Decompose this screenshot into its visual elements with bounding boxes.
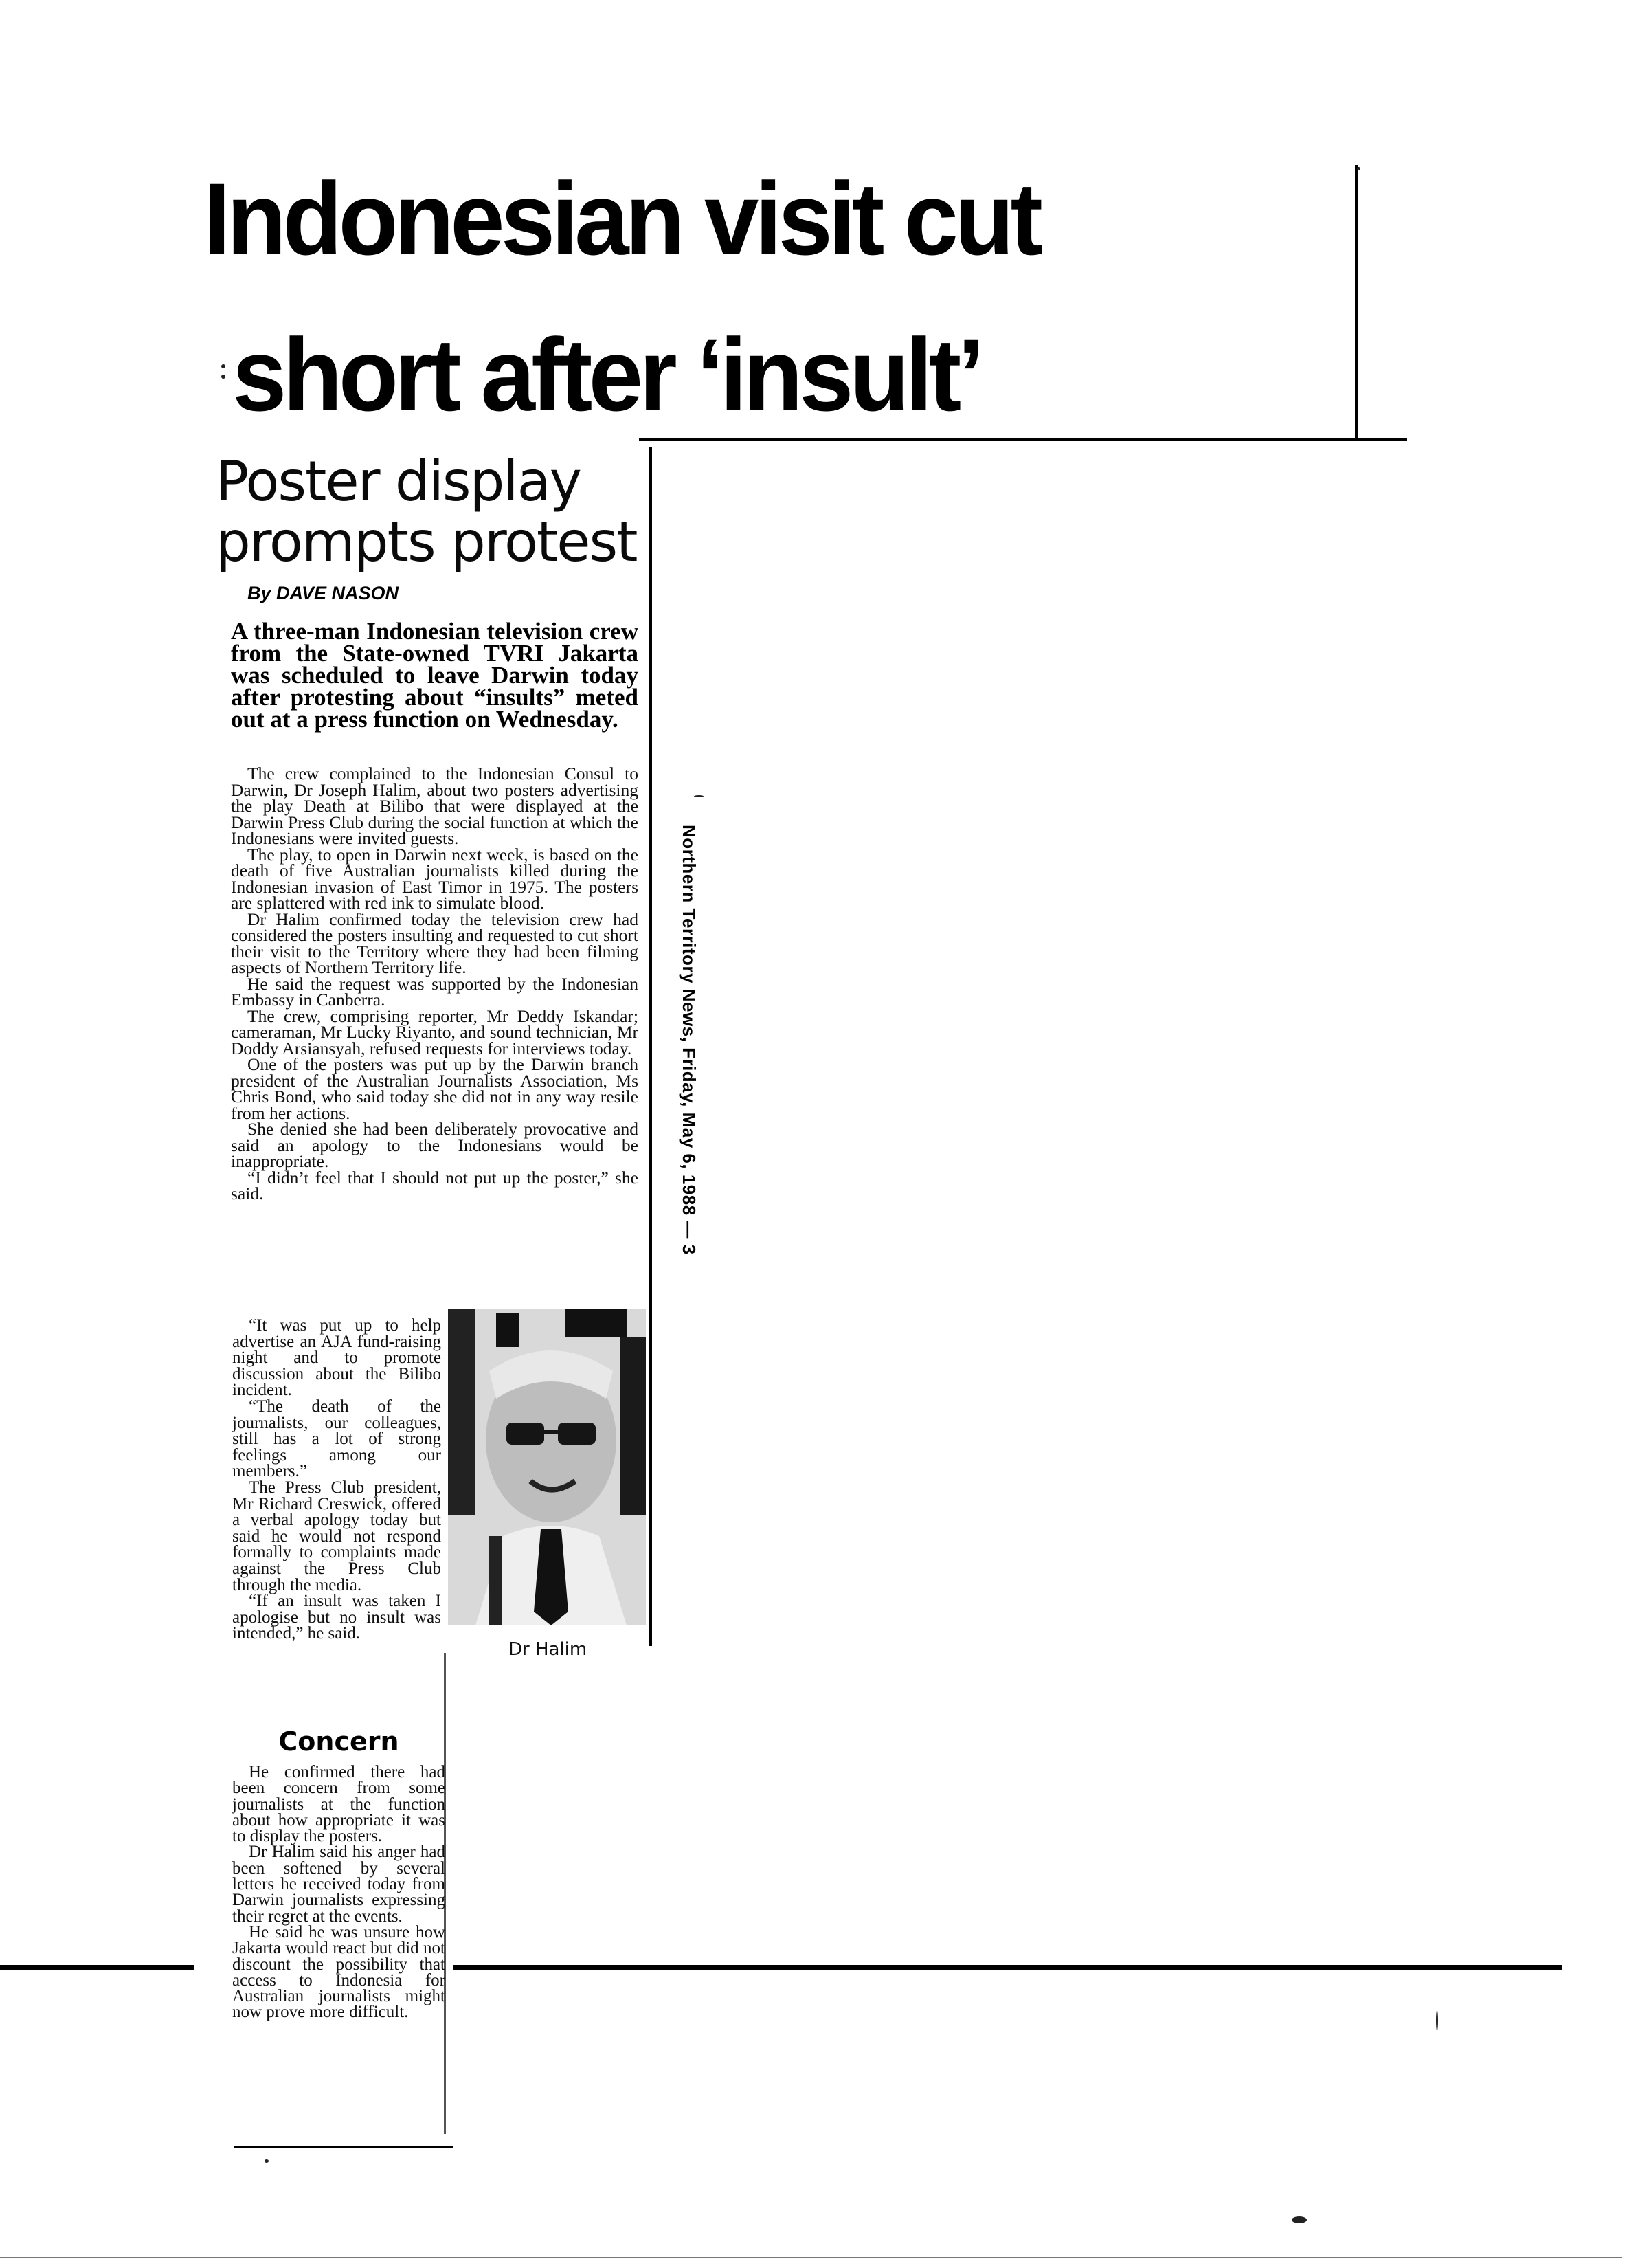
body-paragraph: The play, to open in Darwin next week, is based on the death of five Australian journalists killed during the Indonesian invasion of East Timor in 1975. The posters are splattered with red ink to simulate blood. [231, 844, 638, 913]
article-end-rule [234, 2146, 453, 2148]
scan-bottom-edge [0, 2257, 1622, 2258]
narrow-column [232, 1318, 441, 1642]
body-paragraph: The crew, comprising reporter, Mr Deddy Iskandar; cameraman, Mr Lucky Riyanto, and sound technician, Mr Doddy Arsiansyah, refused requests for interviews today. [231, 1005, 638, 1058]
photo-caption: Dr Halim [508, 1639, 587, 1660]
subheadline [216, 449, 655, 574]
crosshead-concern: Concern [278, 1726, 399, 1757]
body-paragraph: She denied she had been deliberately provocative and said an apology to the Indonesians would be inappropriate. [231, 1119, 638, 1171]
portrait-photo [448, 1309, 646, 1625]
headline-line-1: Indonesian visit cut [203, 161, 1040, 276]
body-paragraph: He said the request was supported by the Indonesian Embassy in Canberra. [231, 973, 638, 1010]
scan-speck [221, 375, 225, 379]
byline: By DAVE NASON [247, 583, 399, 603]
headline-right-rule [1355, 165, 1358, 440]
page-rule-left [0, 1965, 194, 1970]
scan-speck [1436, 2010, 1438, 2031]
column-divider-rule [649, 447, 652, 1646]
body-paragraph: Dr Halim confirmed today the television crew had considered the posters insulting and requested to cut short their visit to the Territory where they had been filming aspects of Northern Territory life. [231, 909, 638, 977]
lower-paragraph: Dr Halim said his anger had been softened by several letters he received today from Darwin journalists expressing their regret at the events. [232, 1843, 445, 1926]
lower-paragraph: He said he was unsure how Jakarta would react but did not discount the possibility that access to Indonesia for Australian journalists might now prove more difficult. [232, 1922, 445, 2022]
portrait-photo-image [448, 1309, 646, 1625]
body-column [231, 766, 638, 1202]
lower-column [232, 1764, 445, 2021]
lower-paragraph: He confirmed there had been concern from some journalists at the function about how appropriate it was to display the posters. [232, 1763, 445, 1846]
scan-speck [1292, 2216, 1307, 2223]
subheadline-line-2: prompts protest [216, 510, 637, 574]
body-paragraph: One of the posters was put up by the Darwin branch president of the Australian Journalists Association, Ms Chris Bond, who said today she did not in any way resile from her actions. [231, 1054, 638, 1123]
headline-line-2: short after ‘insult’ [232, 317, 981, 432]
scan-speck [694, 795, 704, 797]
narrow-paragraph: “If an insult was taken I apologise but no insult was intended,” he said. [232, 1592, 441, 1643]
intro-paragraph: A three-man Indonesian television crew from the State-owned TVRI Jakarta was scheduled to leave Darwin today after protesting about “insults” meted out at a press function on Wednesday. [231, 618, 638, 733]
page-rule-right [453, 1965, 1562, 1970]
headline-bottom-rule [639, 438, 1407, 441]
narrow-paragraph: “The death of the journalists, our colleagues, still has a lot of strong feelings among our members.” [232, 1397, 441, 1481]
source-line: Northern Territory News, Friday, May 6, 1988 — 3 [679, 825, 699, 1255]
scan-speck [221, 364, 225, 368]
body-paragraph: “I didn’t feel that I should not put up the poster,” she said. [231, 1167, 638, 1203]
scan-speck [265, 2159, 269, 2163]
narrow-paragraph: The Press Club president, Mr Richard Creswick, offered a verbal apology today but said he would not respond formally to complaints made against the Press Club through the media. [232, 1478, 441, 1594]
subheadline-line-1: Poster display [216, 449, 581, 513]
scan-speck [1357, 167, 1360, 170]
narrow-paragraph: “It was put up to help advertise an AJA fund-raising night and to promote discussion about the Bilibo incident. [232, 1316, 441, 1400]
body-paragraph: The crew complained to the Indonesian Consul to Darwin, Dr Joseph Halim, about two posters advertising the play Death at Bilibo that were displayed at the Darwin Press Club during the social function at which the Indonesians were invited guests. [231, 764, 638, 848]
